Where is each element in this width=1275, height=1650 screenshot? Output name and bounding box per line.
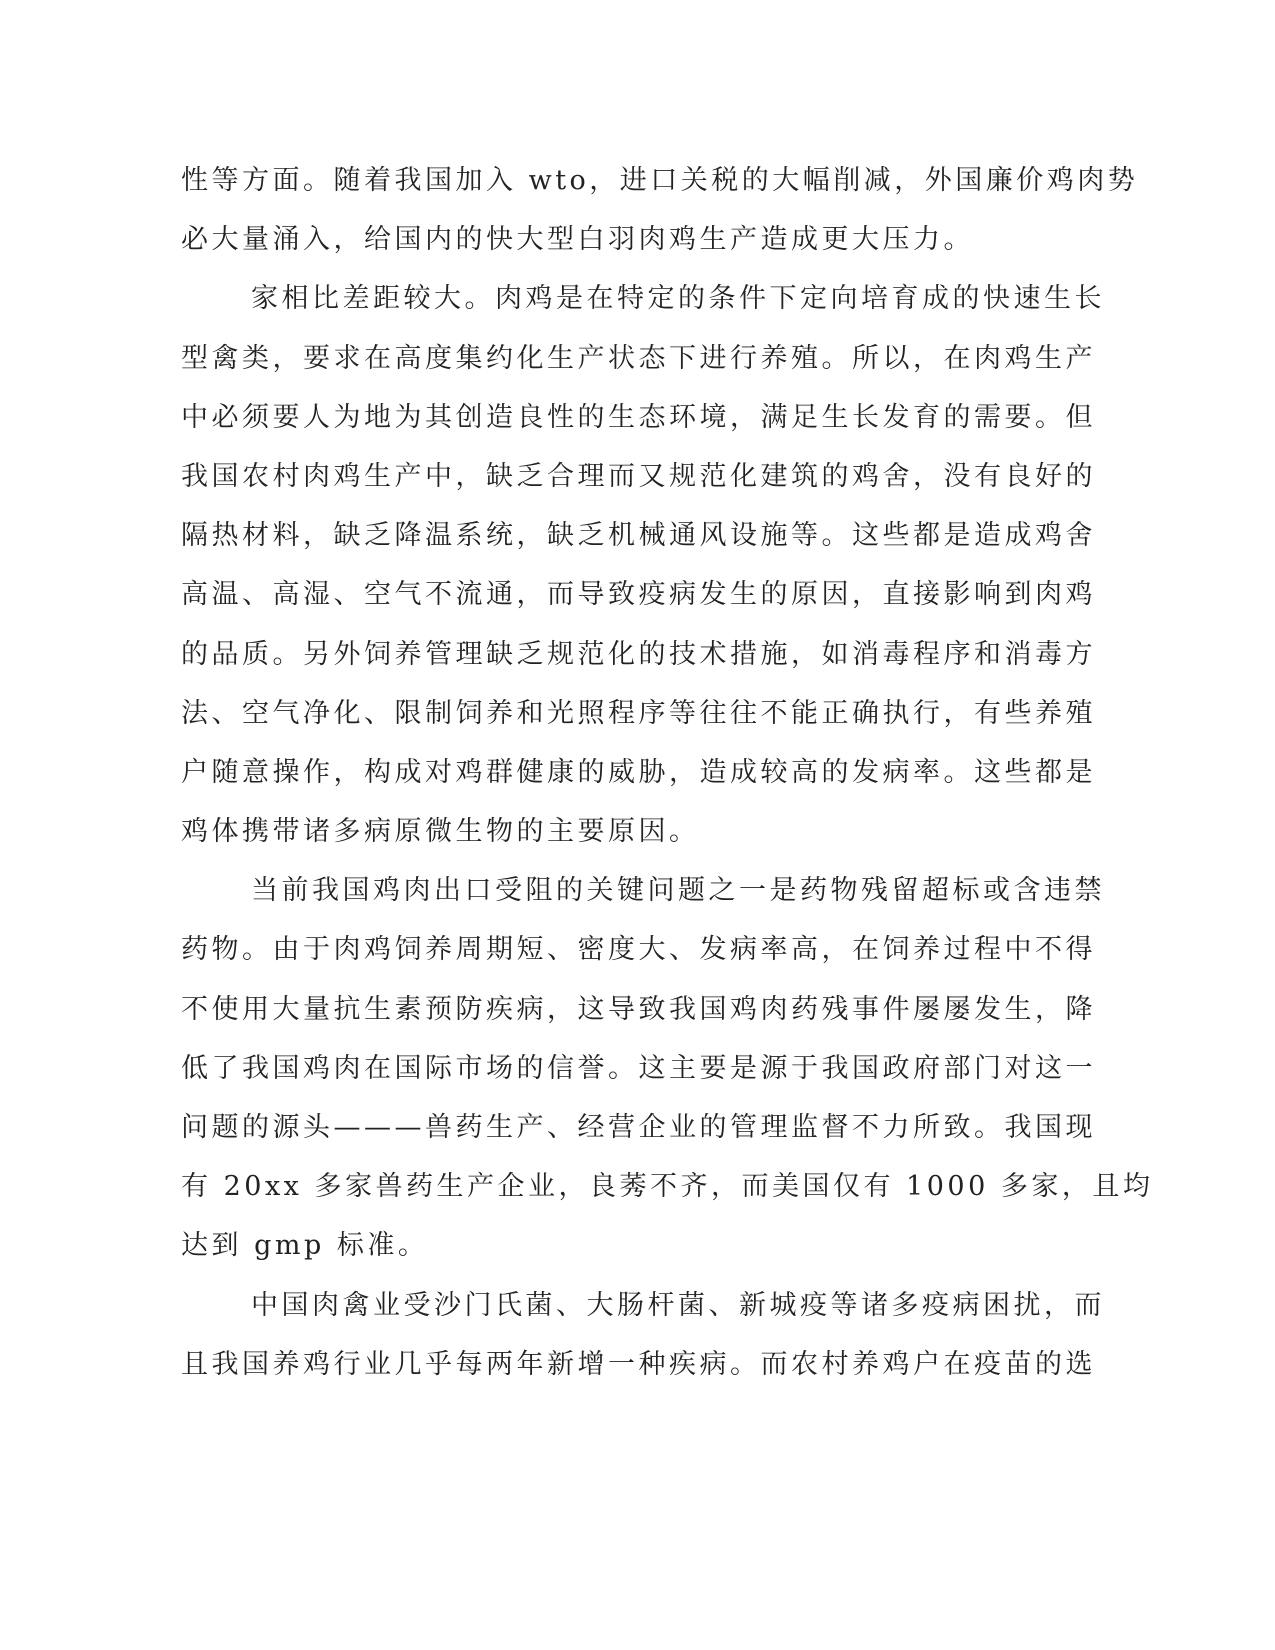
text-line: 问题的源头———兽药生产、经营企业的管理监督不力所致。我国现 [181, 1112, 1096, 1143]
text-line: 鸡体携带诸多病原微生物的主要原因。 [181, 816, 700, 848]
text-line: 家相比差距较大。肉鸡是在特定的条件下定向培育成的快速生长 [251, 283, 1105, 315]
text-line: 当前我国鸡肉出口受阻的关键问题之一是药物残留超标或含违禁 [251, 875, 1105, 907]
paragraph-4 [181, 1276, 1105, 1394]
text-line: 有 20xx 多家兽药生产企业，良莠不齐，而美国仅有 1000 多家，且均 [181, 1171, 1154, 1203]
text-line: 药物。由于肉鸡饲养周期短、密度大、发病率高，在饲养过程中不得 [181, 934, 1096, 966]
text-line: 法、空气净化、限制饲养和光照程序等往往不能正确执行，有些养殖 [181, 697, 1096, 729]
text-line: 性等方面。随着我国加入 wto，进口关税的大幅削减，外国廉价鸡肉势 [181, 165, 1139, 196]
text-line: 必大量涌入，给国内的快大型白羽肉鸡生产造成更大压力。 [181, 224, 974, 256]
text-line: 达到 gmp 标准。 [181, 1230, 429, 1262]
paragraph-2 [181, 269, 1105, 861]
paragraph-1 [181, 151, 1139, 269]
text-line: 型禽类，要求在高度集约化生产状态下进行养殖。所以，在肉鸡生产 [181, 342, 1096, 374]
text-line: 中国肉禽业受沙门氏菌、大肠杆菌、新城疫等诸多疫病困扰，而 [251, 1289, 1105, 1321]
text-line: 我国农村肉鸡生产中，缺乏合理而又规范化建筑的鸡舍，没有良好的 [181, 460, 1096, 492]
text-line: 且我国养鸡行业几乎每两年新增一种疾病。而农村养鸡户在疫苗的选 [181, 1348, 1096, 1380]
text-line: 高温、高湿、空气不流通，而导致疫病发生的原因，直接影响到肉鸡 [181, 579, 1096, 611]
paragraph-3 [181, 861, 1154, 1275]
text-line: 户随意操作，构成对鸡群健康的威胁，造成较高的发病率。这些都是 [181, 756, 1096, 788]
text-line: 隔热材料，缺乏降温系统，缺乏机械通风设施等。这些都是造成鸡舍 [181, 520, 1096, 552]
text-line: 中必须要人为地为其创造良性的生态环境，满足生长发育的需要。但 [181, 401, 1096, 433]
text-line: 低了我国鸡肉在国际市场的信誉。这主要是源于我国政府部门对这一 [181, 1052, 1096, 1084]
document-body [181, 151, 1154, 1394]
text-line: 的品质。另外饲养管理缺乏规范化的技术措施，如消毒程序和消毒方 [181, 638, 1096, 670]
text-line: 不使用大量抗生素预防疾病，这导致我国鸡肉药残事件屡屡发生，降 [181, 993, 1096, 1025]
